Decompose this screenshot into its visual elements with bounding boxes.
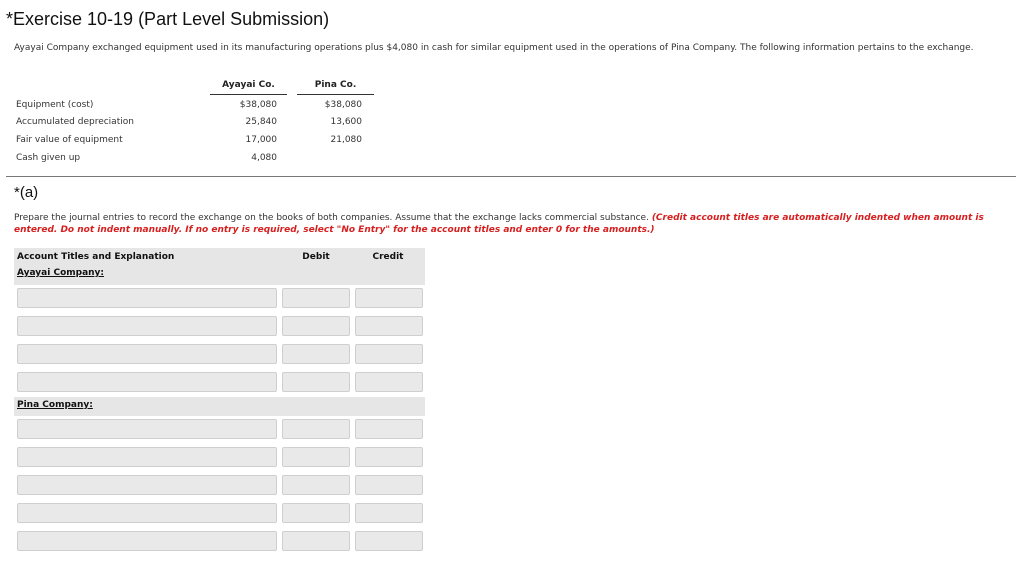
credit-input[interactable] — [355, 503, 423, 523]
company-band — [14, 397, 425, 416]
credit-input[interactable] — [355, 316, 423, 336]
info-row — [0, 100, 400, 118]
exercise-title: *Exercise 10-19 (Part Level Submission) — [6, 9, 330, 29]
journal-row — [14, 313, 425, 341]
account-title-input[interactable] — [17, 475, 277, 495]
intro-text: Ayayai Company exchanged equipment used in its manufacturing operations plus $4,080 in cash for similar equipment used in the operations of Pina Company. The following information pertains to the exchange. — [14, 43, 974, 53]
credit-input[interactable] — [355, 288, 423, 308]
journal-row — [14, 472, 425, 500]
debit-input[interactable] — [282, 447, 350, 467]
journal-row — [14, 528, 425, 556]
account-title-input[interactable] — [17, 372, 277, 392]
info-row-label: Equipment (cost) — [16, 100, 94, 110]
debit-input[interactable] — [282, 316, 350, 336]
account-title-input[interactable] — [17, 503, 277, 523]
account-title-input[interactable] — [17, 288, 277, 308]
debit-input[interactable] — [282, 503, 350, 523]
info-row-label: Cash given up — [16, 153, 81, 163]
credit-header: Credit — [372, 252, 404, 262]
debit-input[interactable] — [282, 475, 350, 495]
debit-input[interactable] — [282, 344, 350, 364]
journal-row — [14, 341, 425, 369]
account-title-input[interactable] — [17, 419, 277, 439]
info-row — [0, 135, 400, 153]
journal-row — [14, 416, 425, 444]
credit-input[interactable] — [355, 372, 423, 392]
journal-entry-table — [14, 248, 425, 556]
info-row — [0, 153, 400, 171]
debit-input[interactable] — [282, 531, 350, 551]
account-title-input[interactable] — [17, 344, 277, 364]
credit-input[interactable] — [355, 419, 423, 439]
info-value-pina: 13,600 — [330, 117, 362, 127]
debit-input[interactable] — [282, 288, 350, 308]
debit-input[interactable] — [282, 372, 350, 392]
journal-header — [14, 248, 425, 285]
account-title-input[interactable] — [17, 316, 277, 336]
account-title-input[interactable] — [17, 531, 277, 551]
info-value-ayayai: $38,080 — [239, 100, 277, 110]
info-header-ayayai: Ayayai Co. — [210, 80, 287, 95]
info-value-ayayai: 25,840 — [245, 117, 277, 127]
info-value-ayayai: 4,080 — [251, 153, 277, 163]
journal-row — [14, 369, 425, 397]
account-title-input[interactable] — [17, 447, 277, 467]
credit-input[interactable] — [355, 475, 423, 495]
company-label-ayayai: Ayayai Company: — [17, 268, 105, 278]
journal-row — [14, 285, 425, 313]
info-row-label: Accumulated depreciation — [16, 117, 134, 127]
journal-row — [14, 500, 425, 528]
info-value-pina: 21,080 — [330, 135, 362, 145]
credit-input[interactable] — [355, 447, 423, 467]
debit-input[interactable] — [282, 419, 350, 439]
section-divider — [6, 176, 1016, 177]
instructions-note: (Credit account titles are automatically indented when amount is entered. Do not indent manually. If no entry is required, select "No Entry" for the account titles and enter 0 for the amounts.) — [14, 213, 984, 235]
info-value-pina: $38,080 — [324, 100, 362, 110]
account-titles-header: Account Titles and Explanation — [17, 252, 175, 262]
info-row — [0, 117, 400, 135]
info-row-label: Fair value of equipment — [16, 135, 123, 145]
part-instructions — [14, 212, 1009, 236]
info-header-pina: Pina Co. — [297, 80, 374, 95]
company-label-pina: Pina Company: — [17, 400, 93, 410]
instructions-text: Prepare the journal entries to record the exchange on the books of both companies. Assume that the exchange lacks commercial substance. — [14, 213, 649, 223]
journal-row — [14, 444, 425, 472]
info-value-ayayai: 17,000 — [245, 135, 277, 145]
part-label: *(a) — [14, 184, 39, 201]
debit-header: Debit — [302, 252, 330, 262]
credit-input[interactable] — [355, 344, 423, 364]
credit-input[interactable] — [355, 531, 423, 551]
